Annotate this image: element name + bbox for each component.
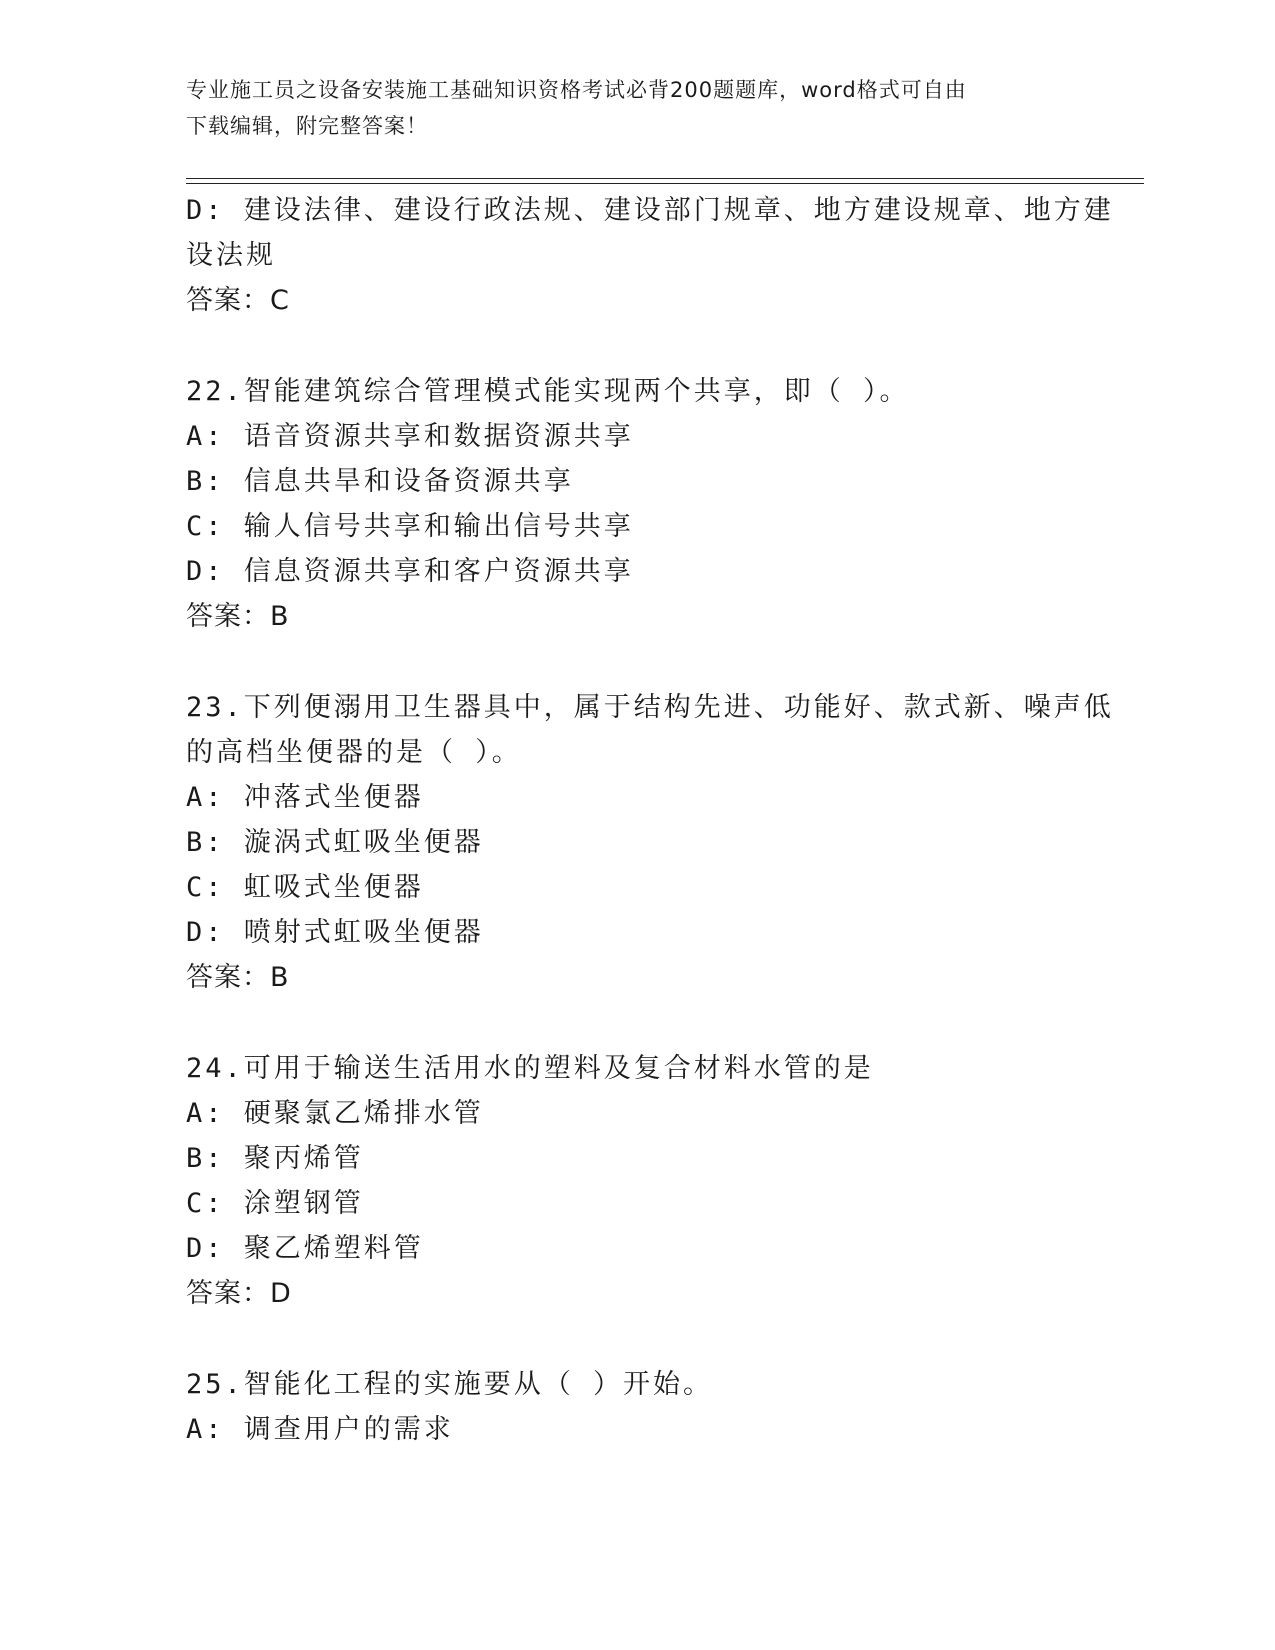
- option-c: C: 虹吸式坐便器: [186, 872, 424, 903]
- header-divider-top: [186, 178, 1144, 179]
- question-stem: 25.智能化工程的实施要从（ ）开始。: [186, 1369, 714, 1400]
- question-stem: 24.可用于输送生活用水的塑料及复合材料水管的是: [186, 1053, 874, 1084]
- option-a: A: 调查用户的需求: [186, 1414, 454, 1445]
- option-b: B: 聚丙烯管: [186, 1143, 364, 1174]
- question-23: [186, 685, 1114, 1000]
- answer: 答案：D: [186, 1278, 292, 1309]
- question-25: [186, 1362, 1086, 1452]
- document-header: [186, 72, 1086, 144]
- header-line-1: 专业施工员之设备安装施工基础知识资格考试必背200题题库，word格式可自由: [186, 78, 967, 102]
- spacer: [186, 1316, 1086, 1362]
- question-24: [186, 1046, 1086, 1316]
- option-b: B: 信息共旱和设备资源共享: [186, 466, 574, 497]
- option-c: C: 涂塑钢管: [186, 1188, 364, 1219]
- question-stem: 23.下列便溺用卫生器具中，属于结构先进、功能好、款式新、噪声低: [186, 692, 1114, 723]
- question-stem: 22.智能建筑综合管理模式能实现两个共享，即（ ）。: [186, 376, 910, 407]
- option-c: C: 输人信号共享和输出信号共享: [186, 511, 634, 542]
- option-d: D: 喷射式虹吸坐便器: [186, 917, 484, 948]
- option-d: D: 建设法律、建设行政法规、建设部门规章、地方建设规章、地方建: [186, 195, 1114, 226]
- option-b: B: 漩涡式虹吸坐便器: [186, 827, 484, 858]
- option-d: D: 聚乙烯塑料管: [186, 1233, 424, 1264]
- option-d-continuation: 设法规: [186, 240, 276, 271]
- spacer: [186, 639, 1086, 685]
- option-d: D: 信息资源共享和客户资源共享: [186, 556, 634, 587]
- question-list: [186, 188, 1114, 1452]
- option-a: A: 语音资源共享和数据资源共享: [186, 421, 634, 452]
- answer: 答案：B: [186, 962, 290, 993]
- question-22: [186, 369, 1086, 639]
- spacer: [186, 323, 1086, 369]
- option-a: A: 冲落式坐便器: [186, 782, 424, 813]
- question-stem-continuation: 的高档坐便器的是（ ）。: [186, 737, 522, 768]
- answer: 答案：C: [186, 285, 290, 316]
- header-divider-bottom: [186, 183, 1144, 184]
- option-a: A: 硬聚氯乙烯排水管: [186, 1098, 484, 1129]
- header-line-2: 下载编辑，附完整答案！: [186, 114, 428, 138]
- spacer: [186, 1000, 1086, 1046]
- answer: 答案：B: [186, 601, 290, 632]
- previous-question-tail: [186, 188, 1114, 323]
